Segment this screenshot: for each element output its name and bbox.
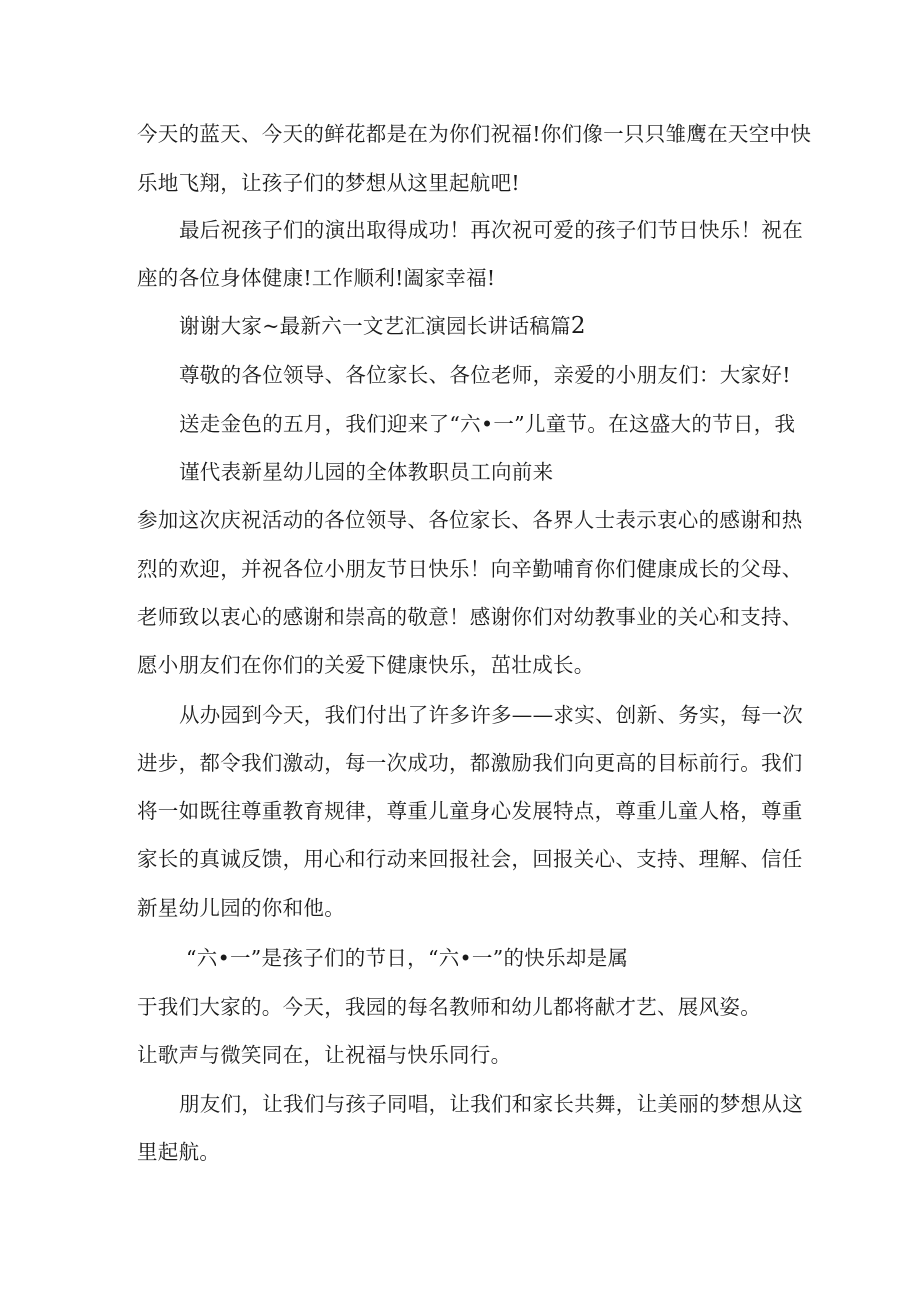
paragraph-first-line: 从办园到今天，我们付出了许多许多——求实、创新、务实，每一次 xyxy=(179,703,803,727)
text-line: 新星幼儿园的你和他。 xyxy=(137,896,345,920)
text-line: 让歌声与微笑同在，让祝福与快乐同行。 xyxy=(137,1043,512,1067)
section-heading-text: 谢谢大家~最新六一文艺汇演园长讲话稿篇 xyxy=(179,314,571,338)
text-line: 今天的蓝天、今天的鲜花都是在为你们祝福!你们像一只只雏鹰在天空中快 xyxy=(137,122,812,146)
text-line: 将一如既往尊重教育规律，尊重儿童身心发展特点，尊重儿童人格，尊重 xyxy=(137,799,803,823)
salutation: 尊敬的各位领导、各位家长、各位老师，亲爱的小朋友们：大家好! xyxy=(179,363,791,387)
text-line: 参加这次庆祝活动的各位领导、各位家长、各界人士表示衷心的感谢和热 xyxy=(137,508,803,532)
paragraph-first-line: 送走金色的五月，我们迎来了“六•一”儿童节。在这盛大的节日，我 xyxy=(179,412,796,436)
text-line: 烈的欢迎，并祝各位小朋友节日快乐！向辛勤哺育你们健康成长的父母、 xyxy=(137,557,803,581)
text-line: 谨代表新星幼儿园的全体教职员工向前来 xyxy=(179,460,554,484)
text-line: 家长的真诚反馈，用心和行动来回报社会，回报关心、支持、理解、信任 xyxy=(137,847,803,871)
section-heading-number: 2 xyxy=(570,313,586,339)
text-line: 老师致以衷心的感谢和崇高的敬意！感谢你们对幼教事业的关心和支持、 xyxy=(137,605,803,629)
paragraph-first-line: “六•一”是孩子们的节日，“六•一”的快乐却是属 xyxy=(186,946,629,970)
paragraph-first-line: 朋友们，让我们与孩子同唱，让我们和家长共舞，让美丽的梦想从这 xyxy=(179,1092,803,1116)
text-line: 乐地飞翔，让孩子们的梦想从这里起航吧! xyxy=(137,171,520,195)
text-line: 进步，都令我们激动，每一次成功，都激励我们向更高的目标前行。我们 xyxy=(137,751,803,775)
text-line: 于我们大家的。今天，我园的每名教师和幼儿都将献才艺、展风姿。 xyxy=(137,995,761,1019)
text-line: 座的各位身体健康!工作顺利!阖家幸福! xyxy=(137,266,496,290)
paragraph-first-line: 最后祝孩子们的演出取得成功！再次祝可爱的孩子们节日快乐！祝在 xyxy=(179,218,803,242)
text-line: 愿小朋友们在你们的关爱下健康快乐，茁壮成长。 xyxy=(137,653,595,677)
section-heading xyxy=(179,314,586,338)
text-line: 里起航。 xyxy=(137,1140,221,1164)
